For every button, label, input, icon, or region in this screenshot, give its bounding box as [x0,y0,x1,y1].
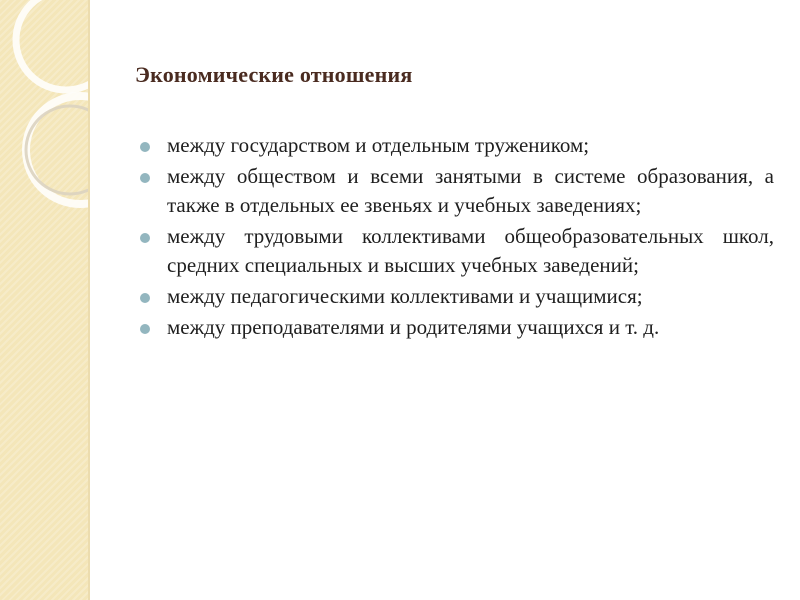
slide-title: Экономические отношения [135,62,413,87]
bullet-item [140,313,774,342]
bullet-text: между педагогическими коллективами и учащимися; [167,284,643,308]
bullet-text: между трудовыми коллективами общеобразовательных школ, средних специальных и высших учебных заведений; [167,224,774,277]
band-edge-divider [88,0,90,600]
bullet-dot-icon [140,142,150,152]
bullet-text: между государством и отдельным тружеником; [167,133,590,157]
bullet-text: между преподавателями и родителями учащихся и т. д. [167,315,660,339]
bullet-item [140,131,774,160]
bullet-item [140,162,774,220]
bullet-dot-icon [140,173,150,183]
bullet-dot-icon [140,233,150,243]
bullet-item [140,282,774,311]
decorative-rings-icon [0,0,88,600]
bullet-dot-icon [140,324,150,334]
bullet-list [140,131,774,344]
bullet-item [140,222,774,280]
bullet-dot-icon [140,293,150,303]
bullet-text: между обществом и всеми занятыми в системе образования, а также в отдельных ее звеньях и учебных заведениях; [167,164,774,217]
decorative-side-band [0,0,88,600]
